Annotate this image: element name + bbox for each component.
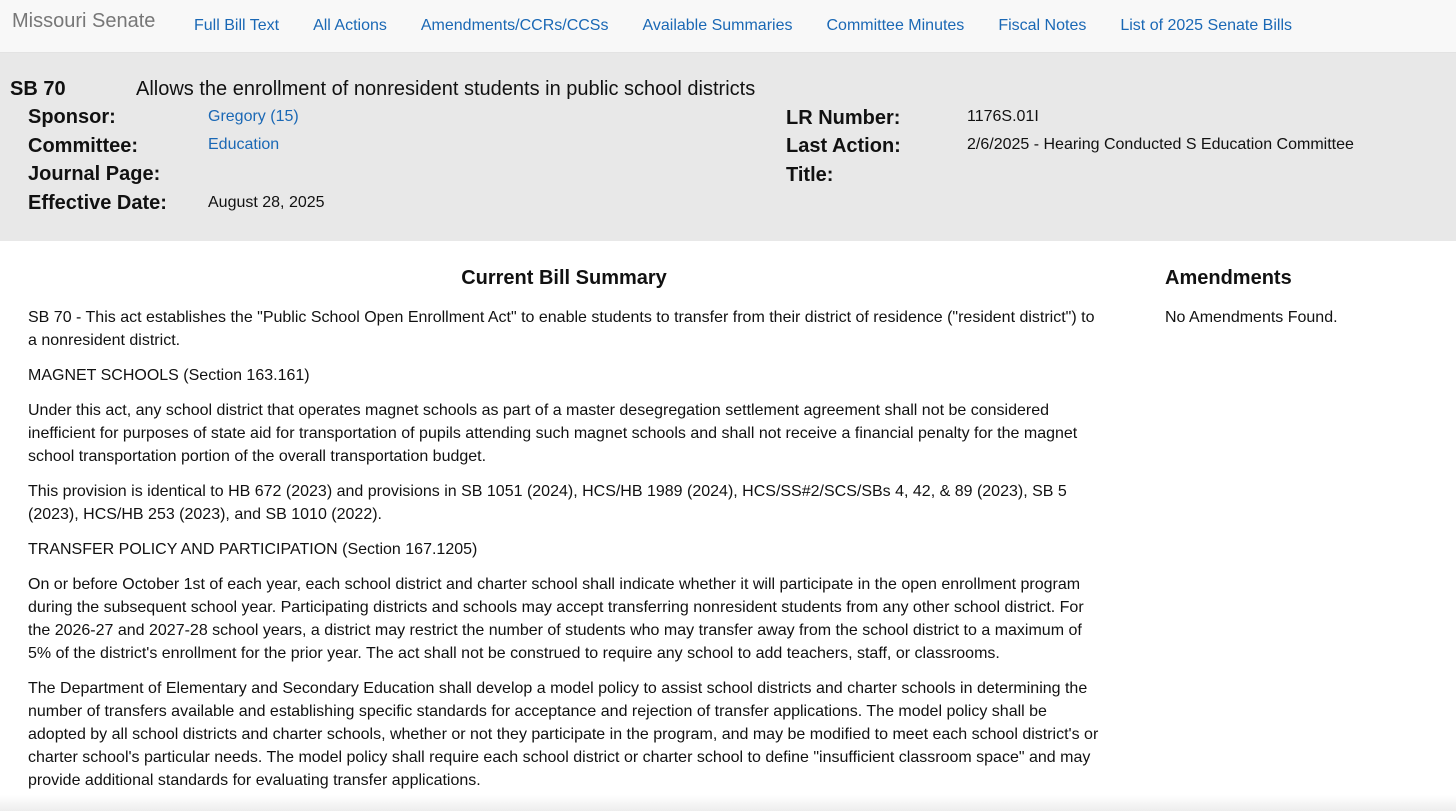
summary-paragraph: On or before October 1st of each year, each school district and charter school shall indicate whether it will participate in the open enrollment program during the subsequent school year. Participating districts and schools may accept transferring nonresident students from any other school district. For the 2026-27 and 2027-28 school years, a district may restrict the number of students who may transfer away from the school district to a maximum of 5% of the district's enrollment for the prior year. The act shall not be construed to require any school to add teachers, staff, or classrooms. <box>28 576 1084 662</box>
bill-header <box>0 53 1456 241</box>
summary-paragraph: This provision is identical to HB 672 (2023) and provisions in SB 1051 (2024), HCS/HB 1989 (2024), HCS/SS#2/SCS/SBs 4, 42, & 89 (2023), SB 5 (2023), HCS/HB 253 (2023), and SB 1010 (2022). <box>28 483 1067 523</box>
committee-link[interactable]: Education <box>208 136 280 153</box>
summary-paragraph: The Department of Elementary and Secondary Education shall develop a model policy to assist school districts and charter schools in determining the number of transfers available and establishing specific standards for acceptance and rejection of transfer applications. The model policy shall be adopted by all school districts and charter schools, whether or not they participate in the program, and may be modified to meet each school district's or charter school's particular needs. The model policy shall require each school district or charter school to define "insufficient classroom space" and may provide additional standards for evaluating transfer applications. <box>28 680 1099 789</box>
summary-section-heading: TRANSFER POLICY AND PARTICIPATION (Section 167.1205) <box>28 541 478 558</box>
nav-link-all-actions[interactable]: All Actions <box>313 17 387 34</box>
effective-date-value: August 28, 2025 <box>208 194 325 211</box>
bill-title: Allows the enrollment of nonresident students in public school districts <box>136 78 756 100</box>
nav-link-fiscal-notes[interactable]: Fiscal Notes <box>998 17 1087 34</box>
summary-paragraph: Under this act, any school district that operates magnet schools as part of a master desegregation settlement agreement shall not be considered inefficient for purposes of state aid for transportation of pupils attending such magnet schools and shall not receive a financial penalty for the magnet school transportation portion of the overall transportation budget. <box>28 402 1078 465</box>
last-action-label: Last Action: <box>786 135 901 157</box>
last-action-value: 2/6/2025 - Hearing Conducted S Education Committee <box>967 136 1354 153</box>
main-content <box>0 241 1456 811</box>
nav-links <box>177 0 1309 52</box>
journal-page-label: Journal Page: <box>28 163 161 185</box>
nav-link-senate-bills-list[interactable]: List of 2025 Senate Bills <box>1120 17 1293 34</box>
bottom-fade <box>0 795 1456 811</box>
summary-section-heading: MAGNET SCHOOLS (Section 163.161) <box>28 367 310 384</box>
site-brand[interactable]: Missouri Senate <box>12 10 156 32</box>
bill-number: SB 70 <box>10 78 66 100</box>
nav-link-amendments[interactable]: Amendments/CCRs/CCSs <box>420 17 609 34</box>
bill-summary-section <box>28 241 1100 792</box>
lr-number-value: 1176S.01I <box>967 108 1039 125</box>
summary-heading: Current Bill Summary <box>461 267 667 289</box>
summary-paragraph: SB 70 - This act establishes the "Public School Open Enrollment Act" to enable students to transfer from their district of residence ("resident district") to a nonresident district. <box>28 309 1095 349</box>
nav-link-committee-minutes[interactable]: Committee Minutes <box>826 17 965 34</box>
sponsor-label: Sponsor: <box>28 106 116 128</box>
nav-link-available-summaries[interactable]: Available Summaries <box>642 17 793 34</box>
effective-date-label: Effective Date: <box>28 192 167 214</box>
amendments-heading: Amendments <box>1165 267 1292 289</box>
lr-number-label: LR Number: <box>786 107 901 129</box>
committee-label: Committee: <box>28 135 139 157</box>
top-navbar <box>0 0 1456 53</box>
sponsor-link[interactable]: Gregory (15) <box>208 108 299 125</box>
nav-link-full-bill-text[interactable]: Full Bill Text <box>194 17 280 34</box>
title-label: Title: <box>786 164 834 186</box>
amendments-section <box>1165 241 1445 329</box>
amendments-empty-text: No Amendments Found. <box>1165 309 1338 326</box>
